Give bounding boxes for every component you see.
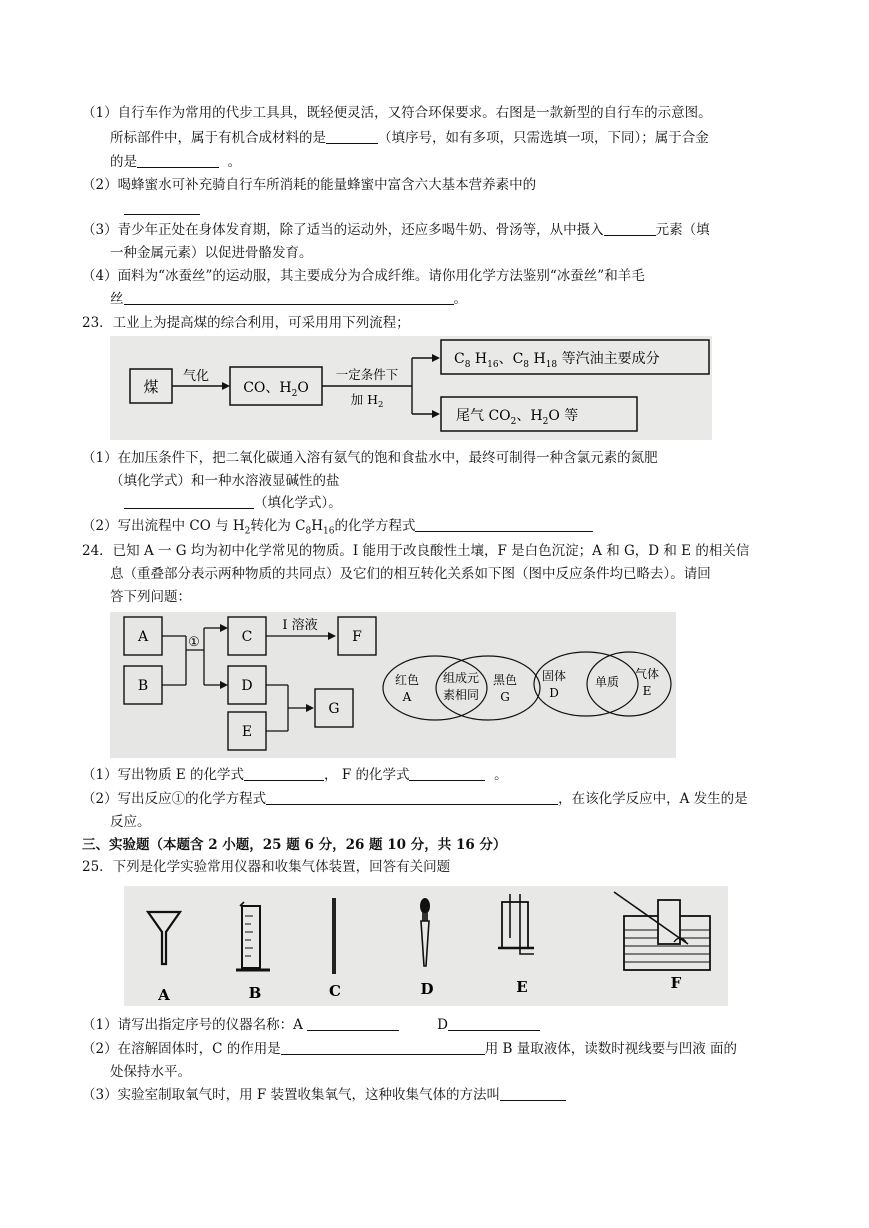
q23-part2 bbox=[82, 517, 593, 541]
text: 24．已知 A 一 G 均为初中化学常见的物质。I 能用于改良酸性土壤，F 是白色沉淀；A 和 G，D 和 E 的相关信 bbox=[82, 543, 750, 559]
text: （填化学式）和一种水溶液显碱性的盐 bbox=[110, 473, 340, 489]
answer-blank[interactable] bbox=[124, 200, 200, 215]
gasoline-label: $C_8$ $H_{16}$、$C_8$ $H_{18}$ 等汽油主要成分 bbox=[454, 351, 660, 370]
answer-blank[interactable] bbox=[266, 790, 558, 805]
text: （2）在溶解固体时，C 的作用是 bbox=[82, 1041, 281, 1057]
coal-label: 煤 bbox=[143, 378, 159, 396]
label-c: C bbox=[329, 982, 341, 1000]
q23-part1-line3 bbox=[124, 494, 342, 512]
gasify-label: 气化 bbox=[182, 369, 210, 384]
q25-part3 bbox=[82, 1086, 566, 1104]
q24-part1 bbox=[82, 766, 508, 784]
coal-flow-diagram bbox=[110, 336, 712, 440]
text: 丝 bbox=[110, 291, 124, 307]
answer-blank[interactable] bbox=[124, 494, 254, 509]
answer-blank[interactable] bbox=[415, 517, 593, 532]
answer-blank[interactable] bbox=[409, 766, 485, 781]
venn-solid-label: 固体 bbox=[541, 669, 567, 683]
lab-apparatus-figure bbox=[124, 886, 728, 1006]
answer-blank[interactable] bbox=[281, 1040, 485, 1055]
text: （2）写出流程中 CO 与 H bbox=[82, 518, 245, 534]
subscript: 8 bbox=[305, 526, 312, 537]
text: 的化学方程式 bbox=[334, 518, 416, 534]
subscript: 16 bbox=[323, 526, 335, 537]
label-b: B bbox=[248, 984, 262, 1002]
text: （3）实验室制取氧气时，用 F 装置收集氧气，这种收集气体的方法叫 bbox=[82, 1087, 501, 1103]
text: （1）在加压条件下，把二氧化碳通入溶有氨气的饱和食盐水中，最终可制得一种含氯元素的氮肥 bbox=[82, 450, 658, 466]
text: 处保持水平。 bbox=[110, 1064, 191, 1080]
q22-part4-line1 bbox=[82, 267, 645, 285]
q25-part2-line1 bbox=[82, 1040, 737, 1058]
answer-blank[interactable] bbox=[244, 766, 324, 781]
text: 。 bbox=[494, 767, 508, 783]
text: 反应。 bbox=[110, 814, 151, 830]
section-3-title bbox=[82, 836, 506, 854]
label-e: E bbox=[241, 724, 253, 740]
text: 用 B 量取液体，读数时视线要与凹液 面的 bbox=[484, 1041, 738, 1057]
venn-a-label: A bbox=[402, 690, 412, 704]
co-h2o-label: CO、$H_2O$ bbox=[243, 380, 309, 399]
text: 所标部件中，属于有机合成材料的是 bbox=[110, 130, 326, 146]
q22-part2-blank bbox=[124, 200, 200, 218]
label-a: A bbox=[137, 629, 149, 645]
answer-blank[interactable] bbox=[448, 1016, 540, 1031]
label-e: E bbox=[516, 978, 528, 996]
q24-part2-line2 bbox=[110, 813, 151, 831]
text: 。 bbox=[453, 291, 467, 307]
venn-red-label: 红色 bbox=[394, 673, 420, 687]
text: 息（重叠部分表示两种物质的共同点）及它们的相互转化关系如下图（图中反应条件均已略去）。请回 bbox=[110, 566, 711, 582]
q24-part2-line1 bbox=[82, 790, 748, 808]
tailgas-label: 尾气 $CO_2$、$H_2O$ 等 bbox=[456, 408, 579, 427]
q22-part3-line1 bbox=[82, 221, 710, 239]
add-h2-label: 加 $H_2$ bbox=[350, 392, 384, 410]
reaction-1-marker: ① bbox=[188, 635, 200, 650]
text: （1）写出物质 E 的化学式 bbox=[82, 767, 245, 783]
text: （填化学式）。 bbox=[254, 495, 342, 511]
q24-stem-line1 bbox=[82, 542, 749, 560]
venn-g-label: G bbox=[500, 690, 510, 704]
q22-part1-line1 bbox=[82, 104, 712, 122]
glass-rod-icon bbox=[332, 898, 336, 974]
venn-element-label: 单质 bbox=[594, 675, 620, 689]
venn-common-label-2: 素相同 bbox=[442, 688, 480, 702]
venn-black-label: 黑色 bbox=[492, 673, 518, 687]
label-f: F bbox=[352, 629, 362, 645]
label-b: B bbox=[137, 678, 149, 694]
q23-stem bbox=[82, 314, 410, 332]
q22-part3-line2 bbox=[110, 244, 313, 262]
text: 转化为 C bbox=[250, 518, 306, 534]
label-d: D bbox=[420, 980, 434, 998]
text: 一种金属元素）以促进骨骼发育。 bbox=[110, 245, 313, 261]
q22-part4-line2 bbox=[110, 290, 467, 308]
text: 25．下列是化学实验常用仪器和收集气体装置，回答有关问题 bbox=[82, 859, 451, 875]
q23-part1-line2 bbox=[110, 472, 340, 490]
label-a: A bbox=[158, 986, 170, 1004]
answer-blank[interactable] bbox=[137, 153, 219, 168]
q22-part2-line1 bbox=[82, 176, 536, 194]
text: 的是 bbox=[110, 154, 137, 170]
q25-part1 bbox=[82, 1016, 540, 1034]
text: （3）青少年正处在身体发育期，除了适当的运动外，还应多喝牛奶、骨汤等，从中摄入 bbox=[82, 222, 604, 238]
text: H bbox=[311, 518, 324, 534]
text: 。 bbox=[227, 154, 242, 170]
i-solution-label: I 溶液 bbox=[282, 618, 318, 633]
text: （1）自行车作为常用的代步工具具，既轻便灵活，又符合环保要求。右图是一款新型的自行车的示意图。 bbox=[82, 105, 712, 121]
text: （4）面料为“冰蚕丝”的运动服，其主要成分为合成纤维。请你用化学方法鉴别“冰蚕丝”和羊毛 bbox=[82, 268, 645, 284]
label-g: G bbox=[328, 701, 340, 717]
q25-stem bbox=[82, 858, 450, 876]
text: （2）写出反应①的化学方程式 bbox=[82, 791, 267, 807]
condition-label: 一定条件下 bbox=[335, 367, 399, 382]
q22-part1-line3 bbox=[110, 153, 241, 171]
label-f: F bbox=[670, 974, 682, 992]
venn-d-label: D bbox=[549, 686, 559, 700]
answer-blank[interactable] bbox=[326, 129, 378, 144]
text: 元素（填 bbox=[655, 222, 710, 238]
answer-blank[interactable] bbox=[500, 1086, 566, 1101]
answer-blank[interactable] bbox=[124, 290, 454, 305]
text: （填序号，如有多项，只需选填一项，下同）；属于合金 bbox=[378, 130, 709, 146]
text: ， F 的化学式 bbox=[324, 767, 410, 783]
text: 三、实验题（本题含 2 小题，25 题 6 分，26 题 10 分，共 16 分） bbox=[82, 837, 507, 853]
venn-common-label-1: 组成元 bbox=[442, 671, 480, 685]
text: （1）请写出指定序号的仪器名称：A bbox=[82, 1017, 303, 1033]
q24-stem-line2 bbox=[110, 565, 711, 583]
venn-gas-label: 气体 bbox=[634, 667, 660, 681]
answer-blank[interactable] bbox=[604, 221, 656, 236]
text: 答下列问题： bbox=[110, 589, 191, 605]
label-d: D bbox=[241, 678, 253, 694]
q22-part1-line2 bbox=[110, 129, 709, 147]
text: ，在该化学反应中，A 发生的是 bbox=[558, 791, 748, 807]
label-c: C bbox=[241, 629, 253, 645]
answer-blank[interactable] bbox=[307, 1016, 399, 1031]
subscript: 2 bbox=[244, 526, 251, 537]
text: （2）喝蜂蜜水可补充骑自行车所消耗的能量蜂蜜中富含六大基本营养素中的 bbox=[82, 177, 537, 193]
q25-part2-line2 bbox=[110, 1063, 191, 1081]
text: 23．工业上为提高煤的综合利用，可采用用下列流程； bbox=[82, 315, 410, 331]
substance-relation-diagram bbox=[110, 612, 676, 758]
q24-stem-line3 bbox=[110, 588, 191, 606]
text: D bbox=[437, 1017, 448, 1033]
venn-e-label: E bbox=[642, 684, 652, 698]
q23-part1-line1 bbox=[82, 449, 658, 467]
